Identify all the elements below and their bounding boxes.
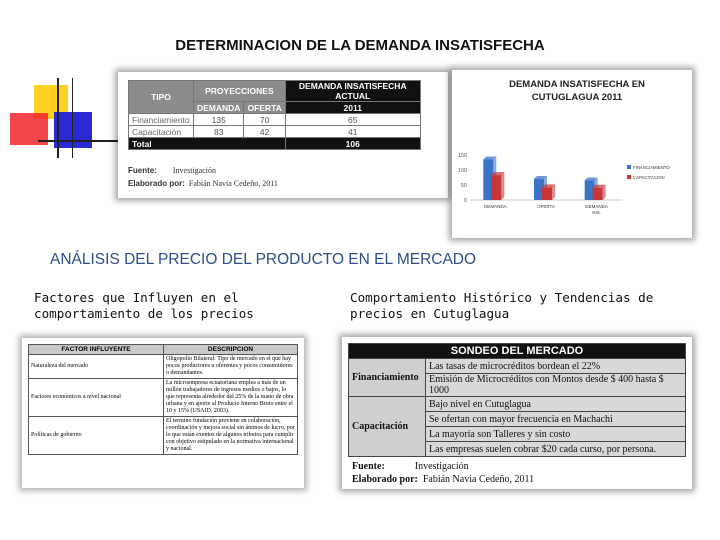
source-value: Investigación — [414, 461, 469, 472]
x-tick-label: DEMANDA — [585, 204, 608, 209]
table-cell: 106 — [285, 138, 420, 150]
table-cell: 83 — [194, 126, 244, 138]
legend-label: FINANCIAMIENTO — [633, 165, 670, 170]
table-header: DESCRIPCION — [164, 345, 298, 355]
table-header: PROYECCIONES — [194, 81, 286, 102]
source-label: Fuente: — [128, 166, 157, 175]
x-tick-label: OFERTA — [537, 204, 555, 209]
table-header: 2011 — [285, 102, 420, 114]
chart-title: DEMANDA INSATISFECHA EN CUTUGLAGUA 2011 — [509, 79, 645, 103]
right-subtitle: Comportamiento Histórico y Tendencias de precios en Cutuglagua — [350, 290, 654, 321]
demand-chart — [452, 70, 692, 238]
source-line — [352, 461, 469, 472]
legend-label: CAPACITACION — [633, 175, 665, 180]
legend-swatch — [627, 175, 631, 179]
table-header: DEMANDA — [194, 102, 244, 114]
demand-table — [128, 80, 421, 150]
description-cell: La microempresa ecuatoriana emplea a más de un millón trabajadores de ingresos medios o bajos, lo que representa alrededor del 25% de la mano de obra urbana y en aporte al Producto Interno Bruto entre el 10 y 15% (USAID, 2003). — [164, 379, 298, 417]
decor-blue-square — [54, 112, 92, 148]
description-cell: El termino fundación proviene en colaboración, coordinación y mejora social sin ánimos de lucro, por lo que están exentos de algunos tributos para cumplir con objetivo estipulado en la normativa internacional y nacional. — [164, 417, 298, 455]
table-cell: Emisión de Microcréditos con Montos desde $ 400 hasta $ 1000 — [426, 374, 686, 397]
table-row — [349, 359, 686, 374]
bar — [491, 175, 501, 200]
y-tick-label: 100 — [457, 168, 467, 174]
author-label: Elaborado por: — [352, 474, 418, 485]
decor-line — [57, 78, 59, 158]
left-subtitle: Factores que Influyen en el comportamiento de los precios — [34, 290, 254, 321]
table-row — [29, 417, 298, 455]
market-table-image — [342, 337, 692, 489]
author-line — [128, 179, 278, 188]
table-cell: Bajo nivel en Cutuglagua — [426, 397, 686, 412]
factor-cell: Factores económicos a nivel nacional — [29, 379, 164, 417]
table-cell: Las tasas de microcréditos bordean el 22% — [426, 359, 686, 374]
decor-line — [72, 78, 73, 158]
section-title: ANÁLISIS DEL PRECIO DEL PRODUCTO EN EL MERCADO — [50, 251, 477, 268]
table-cell: Total — [129, 138, 286, 150]
market-table — [348, 343, 686, 457]
author-value: Fabián Navia Cedeño, 2011 — [422, 474, 535, 485]
table-row — [129, 126, 421, 138]
x-tick-label: INS. — [592, 210, 602, 215]
bar-side — [501, 172, 504, 200]
table-cell: 135 — [194, 114, 244, 126]
author-value: Fabián Navia Cedeño, 2011 — [188, 179, 278, 188]
table-cell: Se ofertan con mayor frecuencia en Machachi — [426, 412, 686, 427]
y-tick-label: 50 — [460, 183, 467, 189]
table-cell: 65 — [285, 114, 420, 126]
table-cell: 42 — [244, 126, 285, 138]
author-label: Elaborado por: — [128, 179, 185, 188]
page-title: DETERMINACION DE LA DEMANDA INSATISFECHA — [175, 37, 545, 54]
table-header: TIPO — [129, 81, 194, 114]
category-cell: Financiamiento — [349, 359, 426, 397]
bar — [593, 188, 603, 200]
description-cell: Oligopolio Bilateral: Tipo de mercado en el que hay pocos productores u oferentes y pocos consumidores o demandantes. — [164, 355, 298, 379]
table-row — [29, 355, 298, 379]
author-line — [352, 474, 534, 485]
demand-table-image — [118, 72, 448, 198]
factors-table — [28, 344, 298, 455]
category-cell: Capacitación — [349, 397, 426, 457]
table-cell: Financiamiento — [129, 114, 194, 126]
x-tick-label: DEMANDA — [484, 204, 507, 209]
market-table-title: SONDEO DEL MERCADO — [349, 344, 686, 359]
y-tick-label: 150 — [457, 153, 467, 159]
decor-line — [38, 140, 128, 142]
table-header: OFERTA — [244, 102, 285, 114]
table-cell: 70 — [244, 114, 285, 126]
table-header: FACTOR INFLUYENTE — [29, 345, 164, 355]
factors-table-image — [22, 338, 304, 488]
factor-cell: Políticas de gobierno — [29, 417, 164, 455]
legend-swatch — [627, 165, 631, 169]
table-row — [129, 114, 421, 126]
table-row — [29, 379, 298, 417]
table-cell: 41 — [285, 126, 420, 138]
factor-cell: Naturaleza del mercado — [29, 355, 164, 379]
chart-image — [452, 70, 692, 238]
y-tick-label: 0 — [463, 198, 467, 204]
table-cell: La mayoría son Talleres y sin costo — [426, 427, 686, 442]
source-value: Investigación — [172, 166, 216, 175]
source-line — [128, 166, 216, 175]
source-label: Fuente: — [352, 461, 385, 472]
table-cell: Las empresas suelen cobrar $20 cada curso, por persona. — [426, 442, 686, 457]
bar — [542, 187, 552, 200]
table-cell: Capacitación — [129, 126, 194, 138]
table-row — [129, 138, 421, 150]
table-row — [349, 397, 686, 412]
table-header: DEMANDA INSATISFECHA ACTUAL — [285, 81, 420, 102]
